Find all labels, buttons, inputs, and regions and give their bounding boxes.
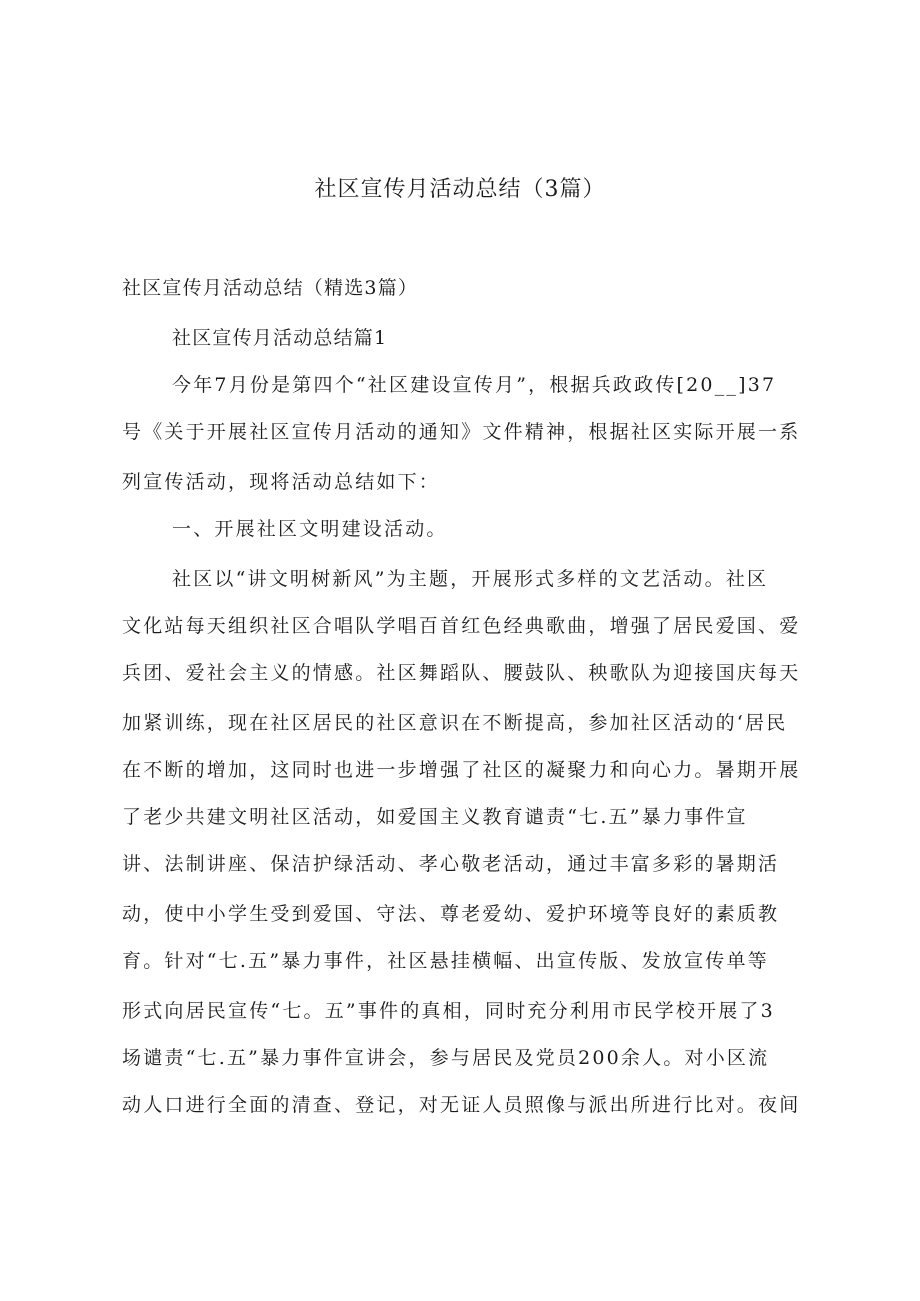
paragraph-1-line: 今年7月份是第四个“社区建设宣传月”，根据兵政政传[20__]37: [172, 374, 777, 396]
paragraph-2-line: 育。针对“七.五”暴力事件，社区悬挂横幅、出宣传版、发放宣传单等: [122, 950, 769, 972]
paragraph-2-line: 文化站每天组织社区合唱队学唱百首红色经典歌曲，增强了居民爱国、爱: [122, 615, 801, 637]
paragraph-2-line: 兵团、爱社会主义的情感。社区舞蹈队、腰鼓队、秧歌队为迎接国庆每天: [122, 662, 801, 684]
subsection-heading: 一、开展社区文明建设活动。: [172, 518, 448, 540]
paragraph-2-line: 动，使中小学生受到爱国、守法、尊老爱幼、爱护环境等良好的素质教: [122, 903, 780, 925]
paragraph-2-line: 场谴责“七.五”暴力事件宣讲会，参与居民及党员200余人。对小区流: [122, 1047, 770, 1069]
paragraph-2-line: 加紧训练，现在社区居民的社区意识在不断提高，参加社区活动的‘居民: [122, 712, 788, 734]
paragraph-2-line: 了老少共建文明社区活动，如爱国主义教育谴责“七.五”暴力事件宣: [122, 806, 748, 828]
paragraph-2-line: 在不断的增加，这同时也进一步增强了社区的凝聚力和向心力。暑期开展: [122, 759, 801, 781]
section-heading: 社区宣传月活动总结篇1: [172, 327, 388, 349]
paragraph-2-line: 形式向居民宣传“七。五”事件的真相，同时充分利用市民学校开展了3: [122, 1000, 775, 1022]
paragraph-1-line: 列宣传活动，现将活动总结如下：: [122, 471, 441, 493]
paragraph-2-line: 动人口进行全面的清查、登记，对无证人员照像与派出所进行比对。夜间: [122, 1094, 801, 1116]
document-title: 社区宣传月活动总结（3篇）: [314, 177, 606, 202]
paragraph-2-line: 讲、法制讲座、保洁护绿活动、孝心敬老活动，通过丰富多彩的暑期活: [122, 853, 780, 875]
paragraph-1-line: 号《关于开展社区宣传月活动的通知》文件精神，根据社区实际开展一系: [122, 421, 801, 443]
paragraph-2-line: 社区以“讲文明树新风”为主题，开展形式多样的文艺活动。社区: [172, 568, 769, 590]
document-subtitle: 社区宣传月活动总结（精选3篇）: [122, 277, 419, 299]
